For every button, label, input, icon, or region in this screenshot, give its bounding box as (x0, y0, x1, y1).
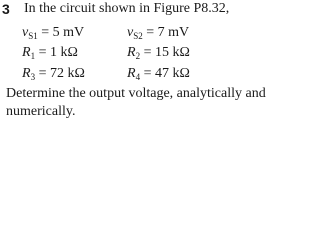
given-vs2 (127, 25, 189, 44)
given-r1-subscript: 1 (30, 51, 36, 61)
given-r4-subscript: 4 (135, 72, 141, 82)
given-vs1-value: = 5 mV (37, 25, 85, 40)
problem-number: 3 (2, 1, 10, 17)
given-r2-symbol: R (127, 45, 136, 60)
given-r2-value: = 15 kΩ (140, 45, 190, 60)
task-line-2: numerically. (6, 104, 76, 119)
given-vs2-symbol: v (127, 25, 134, 40)
given-r4 (127, 66, 190, 85)
given-vs2-subscript: S2 (133, 31, 143, 41)
given-r3-subscript: 3 (30, 72, 36, 82)
given-r3-value: = 72 kΩ (35, 66, 85, 81)
given-r2-subscript: 2 (135, 51, 141, 61)
problem-stem: In the circuit shown in Figure P8.32, (24, 1, 230, 16)
task-line-1: Determine the output voltage, analytically and (6, 86, 266, 101)
given-r3-symbol: R (22, 66, 31, 81)
given-vs1-subscript: S1 (28, 31, 38, 41)
given-r4-value: = 47 kΩ (140, 66, 190, 81)
given-r1-symbol: R (22, 45, 31, 60)
given-vs2-value: = 7 mV (142, 25, 190, 40)
given-vs1-symbol: v (22, 25, 29, 40)
given-vs1 (22, 25, 84, 44)
given-r1-value: = 1 kΩ (35, 45, 78, 60)
given-r3 (22, 66, 85, 85)
problem-statement (0, 0, 266, 124)
given-r1 (22, 45, 78, 64)
given-r2 (127, 45, 190, 64)
given-r4-symbol: R (127, 66, 136, 81)
